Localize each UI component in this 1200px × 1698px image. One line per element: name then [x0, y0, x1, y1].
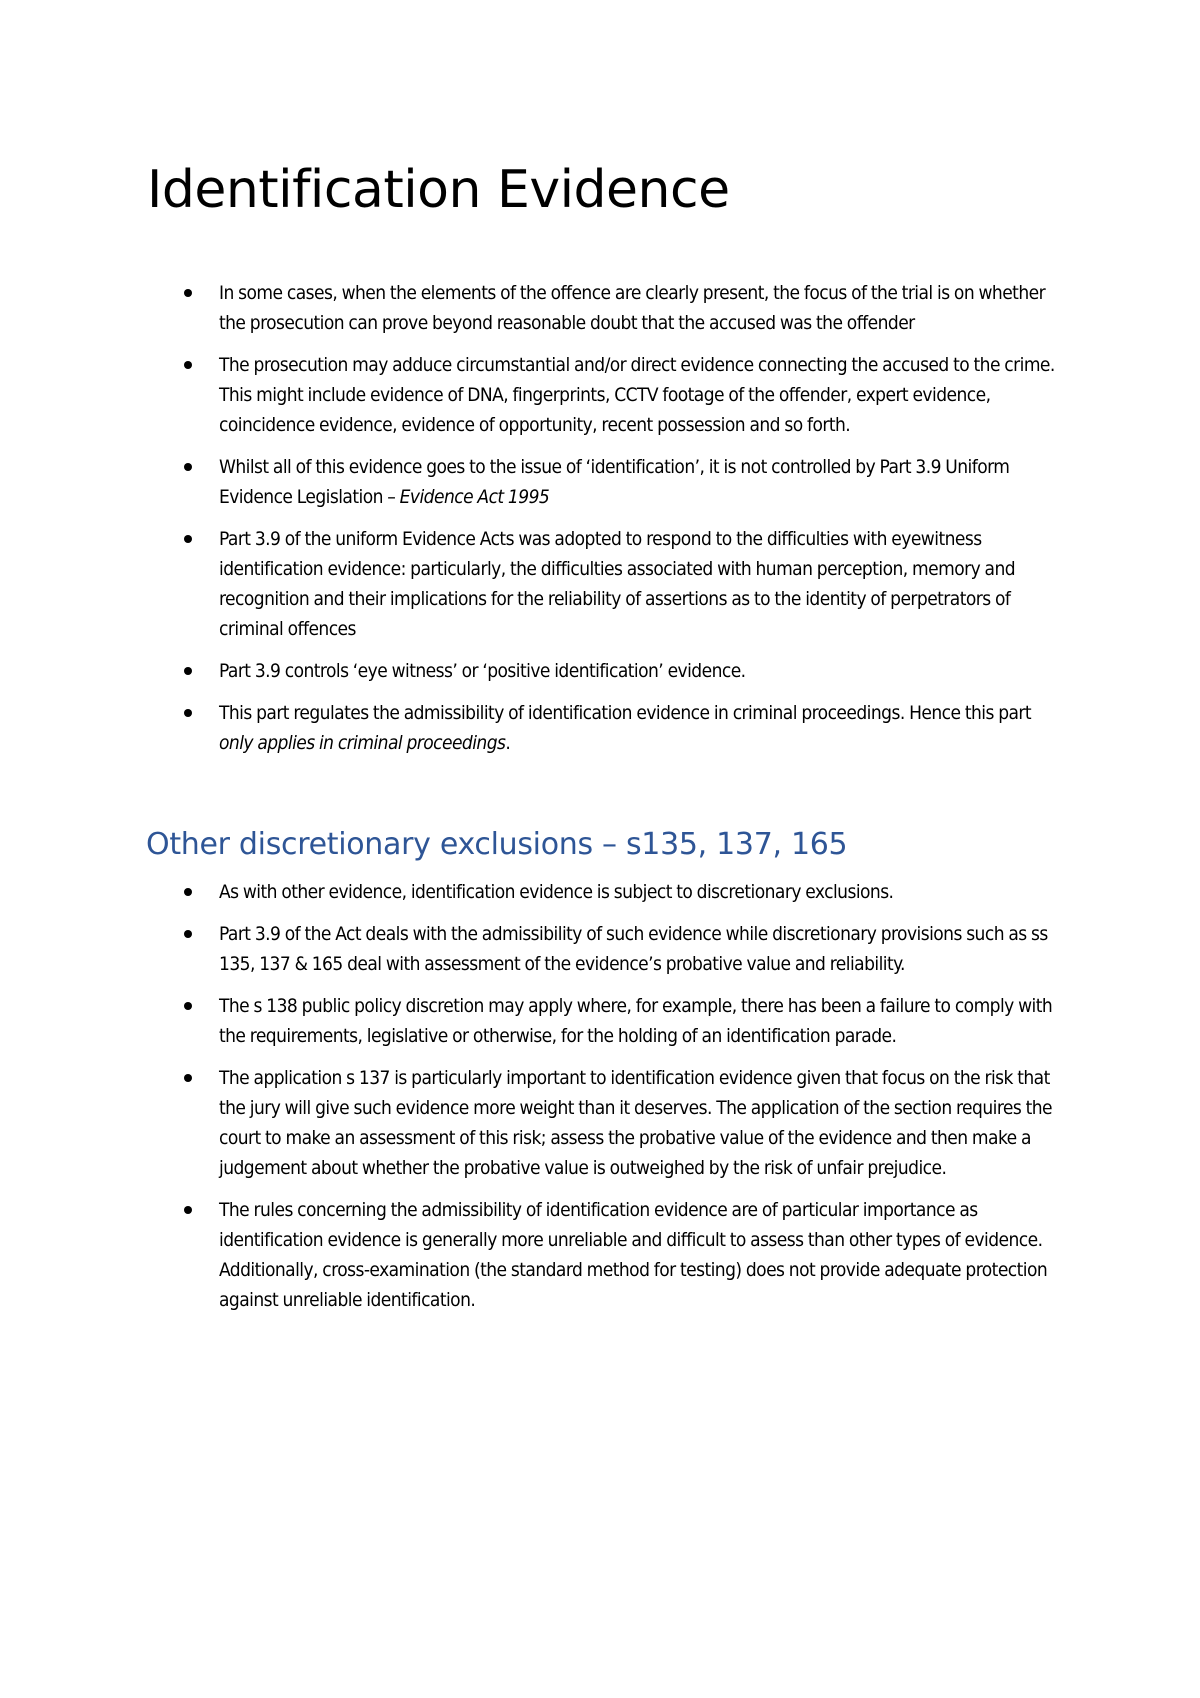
list-item [0, 877, 1069, 907]
list-item-text: In some cases, when the elements of the offence are clearly present, the focus of the trial is on whether the prosecution can prove beyond reasonable doubt that the accused was the offender [219, 282, 1046, 334]
list-item [0, 698, 1069, 758]
list-item [0, 278, 1069, 338]
list-item-italic-text: only applies in criminal proceedings [219, 732, 506, 754]
list-item-text: Part 3.9 controls ‘eye witness’ or ‘positive identification’ evidence. [219, 660, 746, 682]
list-item [0, 919, 1069, 979]
bullet-icon [184, 1206, 192, 1214]
list-item [0, 656, 1069, 686]
bullet-list-discretionary-exclusions [0, 877, 1200, 1315]
bullet-icon [184, 930, 192, 938]
bullet-list-identification [0, 278, 1200, 758]
list-item-text: As with other evidence, identification evidence is subject to discretionary exclusions. [219, 881, 894, 903]
list-item-italic-text: Evidence Act 1995 [399, 486, 550, 508]
list-item-text: The prosecution may adduce circumstantial and/or direct evidence connecting the accused to the crime. This might include evidence of DNA, fingerprints, CCTV footage of the offender, expert evidence, coincidence evidence, evidence of opportunity, recent possession and so forth. [219, 354, 1055, 436]
list-item-text: The s 138 public policy discretion may apply where, for example, there has been a failure to comply with the requirements, legislative or otherwise, for the holding of an identification parade. [219, 995, 1053, 1047]
bullet-icon [184, 888, 192, 896]
bullet-icon [184, 709, 192, 717]
page-title: Identification Evidence [147, 160, 730, 220]
list-item-text: Whilst all of this evidence goes to the issue of ‘identification’, it is not controlled by Part 3.9 Uniform Evidence Legislation – [219, 456, 1010, 508]
section-heading-discretionary-exclusions: Other discretionary exclusions – s135, 137, 165 [146, 827, 848, 862]
bullet-icon [184, 463, 192, 471]
bullet-icon [184, 1002, 192, 1010]
bullet-icon [184, 1074, 192, 1082]
list-item-text: The rules concerning the admissibility of identification evidence are of particular importance as identification evidence is generally more unreliable and difficult to assess than other types of evidence. Additionally, cross-examination (the standard method for testing) does not provide adequate protection against unreliable identification. [219, 1199, 1048, 1311]
list-item [0, 350, 1069, 440]
list-item-text: The application s 137 is particularly important to identification evidence given that focus on the risk that the jury will give such evidence more weight than it deserves. The application of the section requires the court to make an assessment of this risk; assess the probative value of the evidence and then make a judgement about whether the probative value is outweighed by the risk of unfair prejudice. [219, 1067, 1052, 1179]
list-item [0, 1063, 1069, 1183]
list-item-text: Part 3.9 of the uniform Evidence Acts was adopted to respond to the difficulties with eyewitness identification evidence: particularly, the difficulties associated with human perception, memory and recognition and their implications for the reliability of assertions as to the identity of perpetrators of criminal offences [219, 528, 1016, 640]
list-item-text-end: . [505, 732, 511, 754]
list-item-text: Part 3.9 of the Act deals with the admissibility of such evidence while discretionary provisions such as ss 135, 137 & 165 deal with assessment of the evidence’s probative value and reliability. [219, 923, 1048, 975]
list-item [0, 1195, 1069, 1315]
bullet-icon [184, 361, 192, 369]
bullet-icon [184, 535, 192, 543]
bullet-icon [184, 289, 192, 297]
list-item [0, 991, 1069, 1051]
list-item [0, 452, 1069, 512]
list-item [0, 524, 1069, 644]
bullet-icon [184, 667, 192, 675]
list-item-text: This part regulates the admissibility of identification evidence in criminal proceedings. Hence this part [219, 702, 1032, 724]
